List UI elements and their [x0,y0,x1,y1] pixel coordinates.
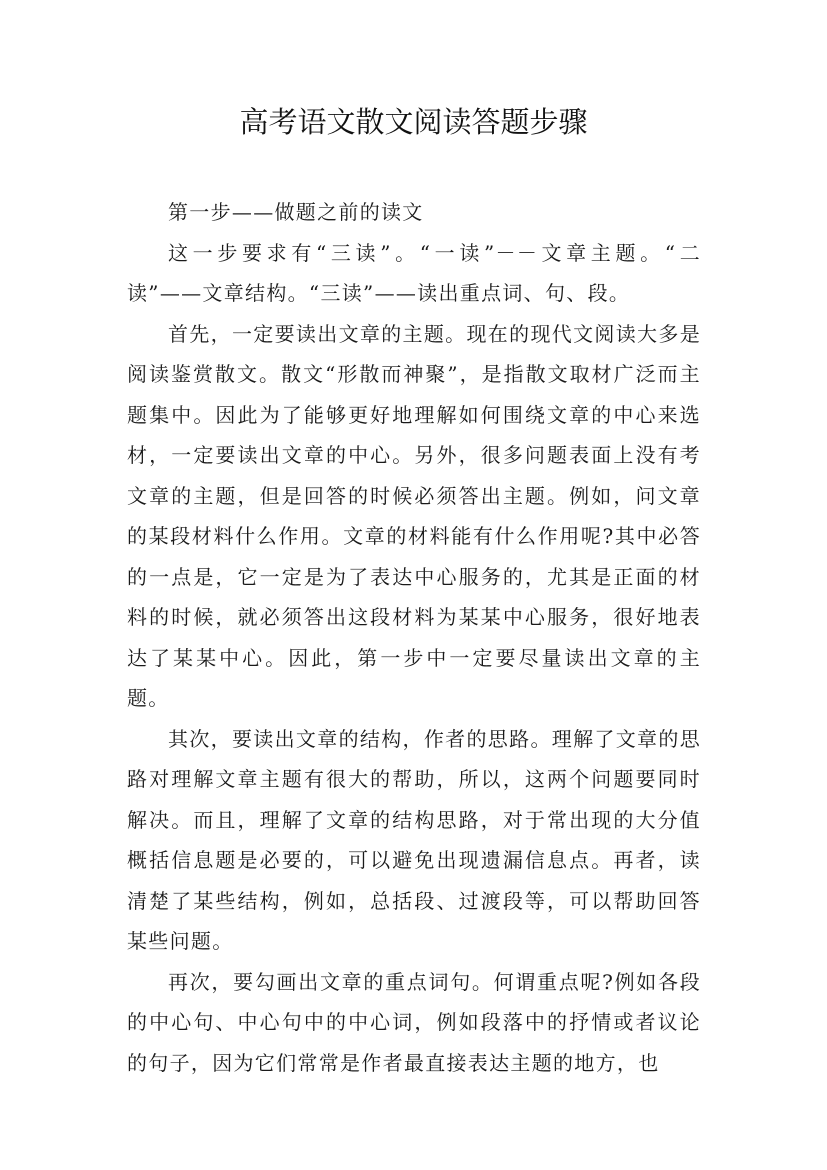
paragraph-structure: 其次，要读出文章的结构，作者的思路。理解了文章的思路对理解文章主题有很大的帮助，所以，这两个问题要同时解决。而且，理解了文章的结构思路，对于常出现的大分值概括信息题是必要的，可以避免出现遗漏信息点。再者，读清楚了某些结构，例如，总括段、过渡段等，可以帮助回答某些问题。 [127,726,701,953]
document-body [127,192,701,1083]
paragraph-three-readings: 这一步要求有“三读”。“一读”－－文章主题。“二读”——文章结构。“三读”——读出重点词、句、段。 [127,240,701,305]
paragraph-step-one-heading: 第一步——做题之前的读文 [168,200,424,224]
paragraph-theme: 首先，一定要读出文章的主题。现在的现代文阅读大多是阅读鉴赏散文。散文“形散而神聚”，是指散文取材广泛而主题集中。因此为了能够更好地理解如何围绕文章的中心来选材，一定要读出文章的中心。另外，很多问题表面上没有考文章的主题，但是回答的时候必须答出主题。例如，问文章的某段材料什么作用。文章的材料能有什么作用呢?其中必答的一点是，它一定是为了表达中心服务的，尤其是正面的材料的时候，就必须答出这段材料为某某中心服务，很好地表达了某某中心。因此，第一步中一定要尽量读出文章的主题。 [127,321,701,710]
paragraph-key-sentences: 再次，要勾画出文章的重点词句。何谓重点呢?例如各段的中心句、中心句中的中心词，例如段落中的抒情或者议论的句子，因为它们常常是作者最直接表达主题的地方，也 [127,969,701,1075]
document-title: 高考语文散文阅读答题步骤 [239,105,588,139]
